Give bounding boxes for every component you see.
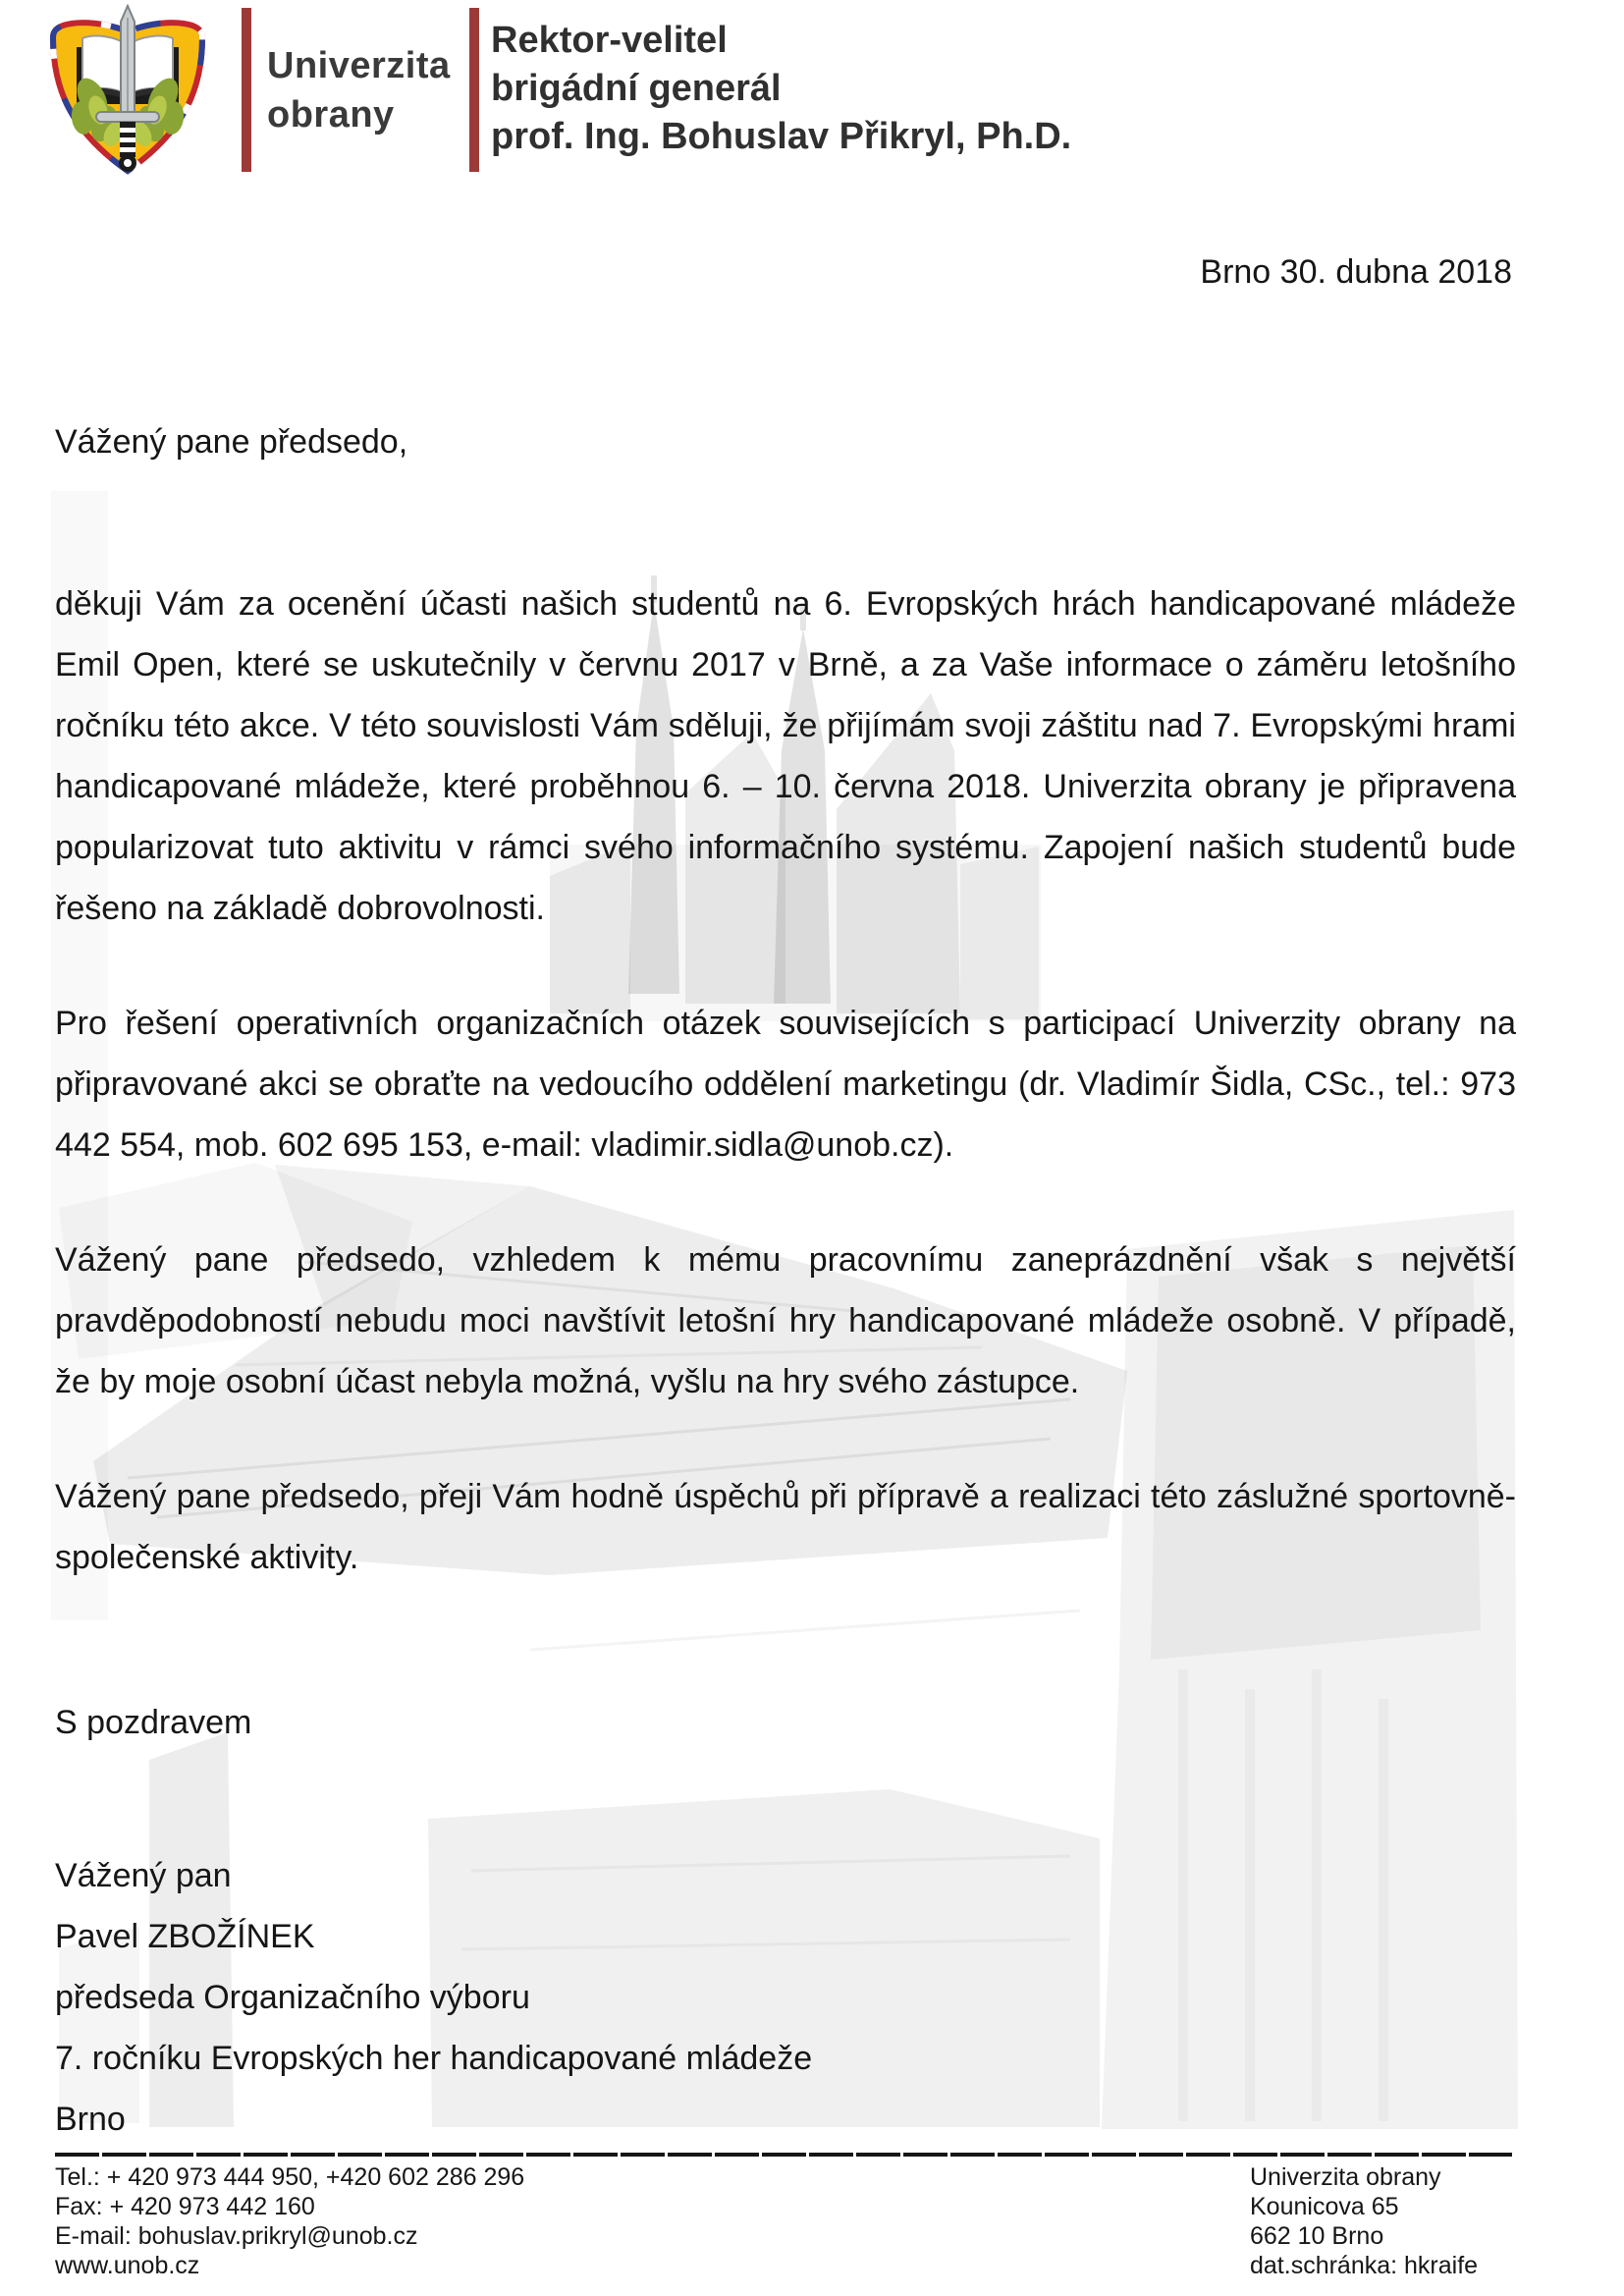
footer-address-block [1250, 2162, 1478, 2280]
rector-title-line2: brigádní generál [491, 68, 782, 109]
header-divider-bar-left [242, 8, 251, 172]
recipient-city: Brno [55, 2101, 126, 2138]
paragraph-contact: Pro řešení operativních organizačních otázek souvisejících s participací Univerzity obrany na připravované akci se obraťte na vedoucího oddělení marketingu (dr. Vladimír Šidla, CSc., tel.: 973 442 554, mob. 602 695 153, e-mail: vladimir.sidla@unob.cz). [55, 1005, 1516, 1164]
letterhead [47, 4, 1274, 192]
footer-contact-block [55, 2162, 524, 2280]
recipient-role-line1: předseda Organizačního výboru [55, 1979, 530, 2016]
rector-title-block [491, 17, 1071, 161]
date-line: Brno 30. dubna 2018 [1200, 253, 1512, 291]
footer-email: E-mail: bohuslav.prikryl@unob.cz [55, 2222, 418, 2250]
paragraph-thanks: děkuji Vám za ocenění účasti našich studentů na 6. Evropských hrách handicapované mládeže Emil Open, které se uskutečnily v červnu 2017 v Brně, a za Vaše informace o záměru letošního ročníku této akce. V této souvislosti Vám sděluji, že přijímám svoji záštitu nad 7. Evropskými hrami handicapované mládeže, které proběhnou 6. – 10. června 2018. Univerzita obrany je připravena popularizovat tuto aktivitu v rámci svého informačního systému. Zapojení našich studentů bude řešeno na základě dobrovolnosti. [55, 585, 1516, 927]
footer-city: 662 10 Brno [1250, 2222, 1384, 2250]
recipient-role-line2: 7. ročníku Evropských her handicapované mládeže [55, 2040, 813, 2077]
footer-separator [55, 2153, 1512, 2157]
salutation: Vážený pane předsedo, [55, 423, 408, 461]
rector-name-line: prof. Ing. Bohuslav Přikryl, Ph.D. [491, 116, 1072, 157]
closing-salutation: S pozdravem [55, 1704, 252, 1741]
university-name-line1: Univerzita [267, 45, 451, 86]
recipient-salutation: Vážený pan [55, 1857, 232, 1894]
footer-databox: dat.schránka: hkraife [1250, 2252, 1479, 2279]
university-shield-logo [47, 4, 208, 177]
rector-title-line1: Rektor-velitel [491, 20, 728, 61]
university-name [267, 41, 451, 139]
header-divider-bar-right [469, 8, 479, 172]
paragraph-wishes: Vážený pane předsedo, přeji Vám hodně úspěchů při přípravě a realizaci této záslužné sportovně-společenské aktivity. [55, 1478, 1516, 1576]
footer-street: Kounicova 65 [1250, 2193, 1399, 2220]
footer-fax: Fax: + 420 973 442 160 [55, 2193, 315, 2220]
footer-website: www.unob.cz [55, 2252, 200, 2279]
recipient-name: Pavel ZBOŽÍNEK [55, 1918, 315, 1955]
university-name-line2: obrany [267, 94, 395, 136]
recipient-block [55, 1845, 812, 2150]
paragraph-attendance: Vážený pane předsedo, vzhledem k mému pracovnímu zaneprázdnění však s největší pravděpodobností nebudu moci navštívit letošní hry handicapované mládeže osobně. V případě, že by moje osobní účast nebyla možná, vyšlu na hry svého zástupce. [55, 1241, 1516, 1400]
footer-org-name: Univerzita obrany [1250, 2163, 1441, 2191]
footer-tel: Tel.: + 420 973 444 950, +420 602 286 296 [55, 2163, 525, 2191]
